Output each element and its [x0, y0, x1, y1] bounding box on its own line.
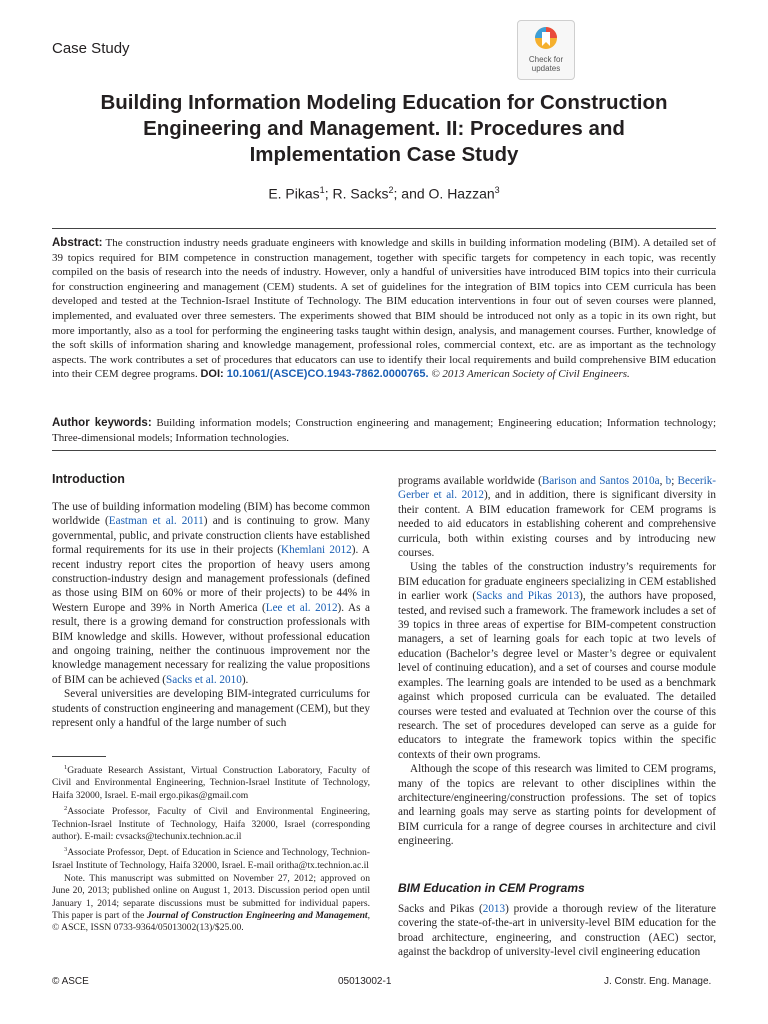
text-run: Sacks and Pikas ( — [398, 903, 483, 915]
paragraph — [398, 474, 716, 560]
footer-article-number: 05013002-1 — [338, 976, 392, 987]
text-run: programs available worldwide ( — [398, 475, 542, 487]
title-line-3: Implementation Case Study — [249, 143, 519, 166]
paragraph — [398, 560, 716, 762]
footnote-mark: 3 — [64, 846, 68, 854]
note-text: Note. This manuscript was submitted on November 27, 2012; approved on June 20, 2013; published online on August 1, 2013. Discussion period open until January 1, 2014; separate discussions must be submitted for individual papers. This paper is part of the — [52, 872, 370, 921]
introduction-heading: Introduction — [52, 472, 125, 486]
footnote-text: Graduate Research Assistant, Virtual Construction Laboratory, Faculty of Civil and Environmental Engineering, Technion-Israel Institute of Technology, Haifa 32000, Israel. E-mail ergo.pikas@gmail.com — [52, 765, 370, 801]
check-for-updates-badge[interactable] — [517, 20, 575, 80]
citation-link[interactable]: b — [665, 475, 672, 487]
citation-link[interactable]: Barison and Santos 2010a — [541, 475, 660, 487]
author-name: O. Hazzan — [428, 185, 495, 202]
footnote-rule — [52, 756, 106, 757]
text-run: Using the tables of the construction industry’s requirements for BIM education for graduate engineers specializing in CEM established in earlier work ( — [398, 561, 716, 603]
left-column-text — [52, 500, 370, 731]
right-column-text — [398, 474, 716, 849]
footnote-text: Associate Professor, Dept. of Education in Science and Technology, Technion-Israel Institute of Technology, Haifa 32000, Israel. E-mail oritha@tx.technion.ac.il — [52, 847, 370, 871]
footnote-text: Associate Professor, Faculty of Civil and Environmental Engineering, Technion-Israel Institute of Technology, Haifa 32000, Israel (corresponding author). E-mail: cvsacks@techunix.technion.ac.il — [52, 806, 370, 842]
keywords-text: Building information models; Construction engineering and management; Engineering education; Information technology; Three-dimensional models; Information technologies. — [52, 417, 716, 444]
text-run: ) provide a thorough review of the literature covering the state-of-the-art in university-level BIM education for the broad architecture, engineering, and construction (AEC) sector, against the backdrop of university-level civil engineering education — [398, 903, 716, 959]
abstract — [52, 236, 716, 382]
citation-link[interactable]: Khemlani 2012 — [281, 544, 352, 557]
author-separator: ; — [324, 185, 333, 202]
abstract-label: Abstract: — [52, 237, 103, 249]
note-text: , © ASCE, ISSN 0733-9364/05013002(13)/$25.00. — [52, 909, 370, 934]
text-run: The use of building information modeling (BIM) has become common worldwide ( — [52, 501, 370, 528]
abstract-text: The construction industry needs graduate engineers with knowledge and skills in building information modeling (BIM). A detailed set of 39 topics required for BIM competence in construction management, together with specific targets for competency in each topic, was recently compiled on the basis of research into the needs of industry. However, only a handful of universities have introduced BIM topics into their curricula for construction engineering and management (CEM) students. A set of guidelines for the integration of BIM topics into CEM curricula has been developed and tested at the Technion-Israel Institute of Technology. The BIM education interventions in four out of seven courses were planned, implemented, and evaluated over three semesters. The experiments showed that BIM should be introduced not only as a topic in its own right, but more importantly, also as a tool for performing the engineering tasks taught within design, analysis, and management courses. Further, knowledge of the soft skills of information sharing and knowledge management, professional roles, commercial context, etc. are as important as the technology aspects. The work contributes a set of procedures that educators can use to identify their local requirements and build comprehensive BIM education into their CEM degree programs. — [52, 237, 716, 381]
abstract-top-rule — [52, 228, 716, 229]
text-run: ). A recent industry report cites the proportion of heavy users among construction-industry design and management professionals (defined as those using BIM on 60% or more of their projects) to be 44% in Western Europe and 39% in North America ( — [52, 544, 370, 614]
bookmark-ribbon-icon — [533, 25, 559, 55]
citation-link[interactable]: Sacks et al. 2010 — [166, 673, 242, 686]
submission-note — [52, 873, 370, 934]
journal-name: Journal of Construction Engineering and Management — [146, 909, 368, 921]
paragraph — [398, 902, 716, 960]
badge-line-2: updates — [531, 64, 561, 73]
doi-label: DOI: — [200, 368, 224, 381]
author-affiliation-mark: 1 — [319, 185, 325, 195]
paragraph: Several universities are developing BIM-integrated curriculums for students of construction engineering and management (CEM), but they represent only a handful of the large number of such — [52, 688, 370, 730]
article-title — [40, 90, 728, 168]
author-keywords — [52, 416, 716, 445]
title-line-1: Building Information Modeling Education for Construction — [100, 91, 668, 114]
paragraph — [52, 500, 370, 687]
text-run: ). — [241, 673, 249, 686]
author-list — [40, 185, 728, 202]
badge-line-1: Check for — [528, 55, 564, 64]
footnote-mark: 2 — [64, 805, 68, 813]
text-run: ) and is continuing to grow. Many governmental, public, and private construction clients have established formal requirements for its use in their projects ( — [52, 515, 370, 557]
footnote-1 — [52, 762, 370, 802]
footer-journal: J. Constr. Eng. Manage. — [604, 976, 712, 987]
footnote-mark: 1 — [64, 764, 68, 771]
text-run: ; — [671, 475, 678, 487]
footnote-3 — [52, 844, 370, 872]
citation-link[interactable]: 2013 — [482, 903, 506, 915]
copyright-notice: © 2013 American Society of Civil Engineers. — [428, 368, 630, 381]
author-separator: ; and — [393, 185, 429, 202]
citation-link[interactable]: Becerik-Gerber et al. 2012 — [398, 475, 717, 502]
author-name: R. Sacks — [332, 185, 389, 202]
author-affiliation-mark: 3 — [494, 185, 500, 195]
citation-link[interactable]: Eastman et al. 2011 — [108, 515, 204, 528]
citation-link[interactable]: Sacks and Pikas 2013 — [476, 590, 580, 603]
text-run: ). As a result, there is a growing demand for construction professionals with BIM knowledge and skills. However, without professional education and ongoing training, neither the continuous improvement nor the knowledge management necessary for realizing the value propositions of BIM can be achieved ( — [52, 601, 370, 686]
footnote-2 — [52, 803, 370, 843]
keywords-bottom-rule — [52, 450, 716, 451]
title-line-2: Engineering and Management. II: Procedures and — [143, 117, 625, 140]
footnotes — [52, 762, 370, 935]
doi-link[interactable]: 10.1061/(ASCE)CO.1943-7862.0000765. — [223, 368, 429, 381]
footer-publisher: © ASCE — [52, 976, 89, 987]
bim-section-text — [398, 902, 716, 960]
keywords-label: Author keywords: — [52, 417, 152, 429]
author-name: E. Pikas — [268, 185, 320, 202]
paragraph: Although the scope of this research was limited to CEM programs, many of the topics are relevant to other disciplines within the architecture/engineering/construction professions. The set of topics and learning goals may serve as starting points for development of BIM curricula for a range of degree courses in architecture and civil engineering. — [398, 763, 716, 848]
citation-link[interactable]: Lee et al. 2012 — [265, 601, 338, 614]
section-label: Case Study — [52, 40, 130, 57]
bim-education-heading: BIM Education in CEM Programs — [398, 881, 585, 895]
text-run: ), the authors have proposed, tested, and revised such a framework. The framework includes a set of 39 topics in three areas of expertise for BIM-competent construction managers, a set of learning goals for each topic at two levels of education (Bachelor’s degree level or Master’s degree or equivalent level of continuing education), and a set of courses and course module examples. The learning goals are intended to be used as a benchmark against which proposed curricula can be evaluated. The detailed courses were tested and evaluated at Technion over the course of this research. The set of procedures developed can serve as a guide for educators to integrate the framework topics within the specific contexts of their own programs. — [398, 590, 716, 761]
text-run: ), and in addition, there is significant diversity in their content. A BIM education framework for CEM programs is needed to aid educators in establishing coherent and comprehensive curricula, both within existing courses and by introducing new courses. — [398, 489, 716, 560]
author-affiliation-mark: 2 — [388, 185, 394, 195]
text-run: , — [659, 475, 666, 487]
